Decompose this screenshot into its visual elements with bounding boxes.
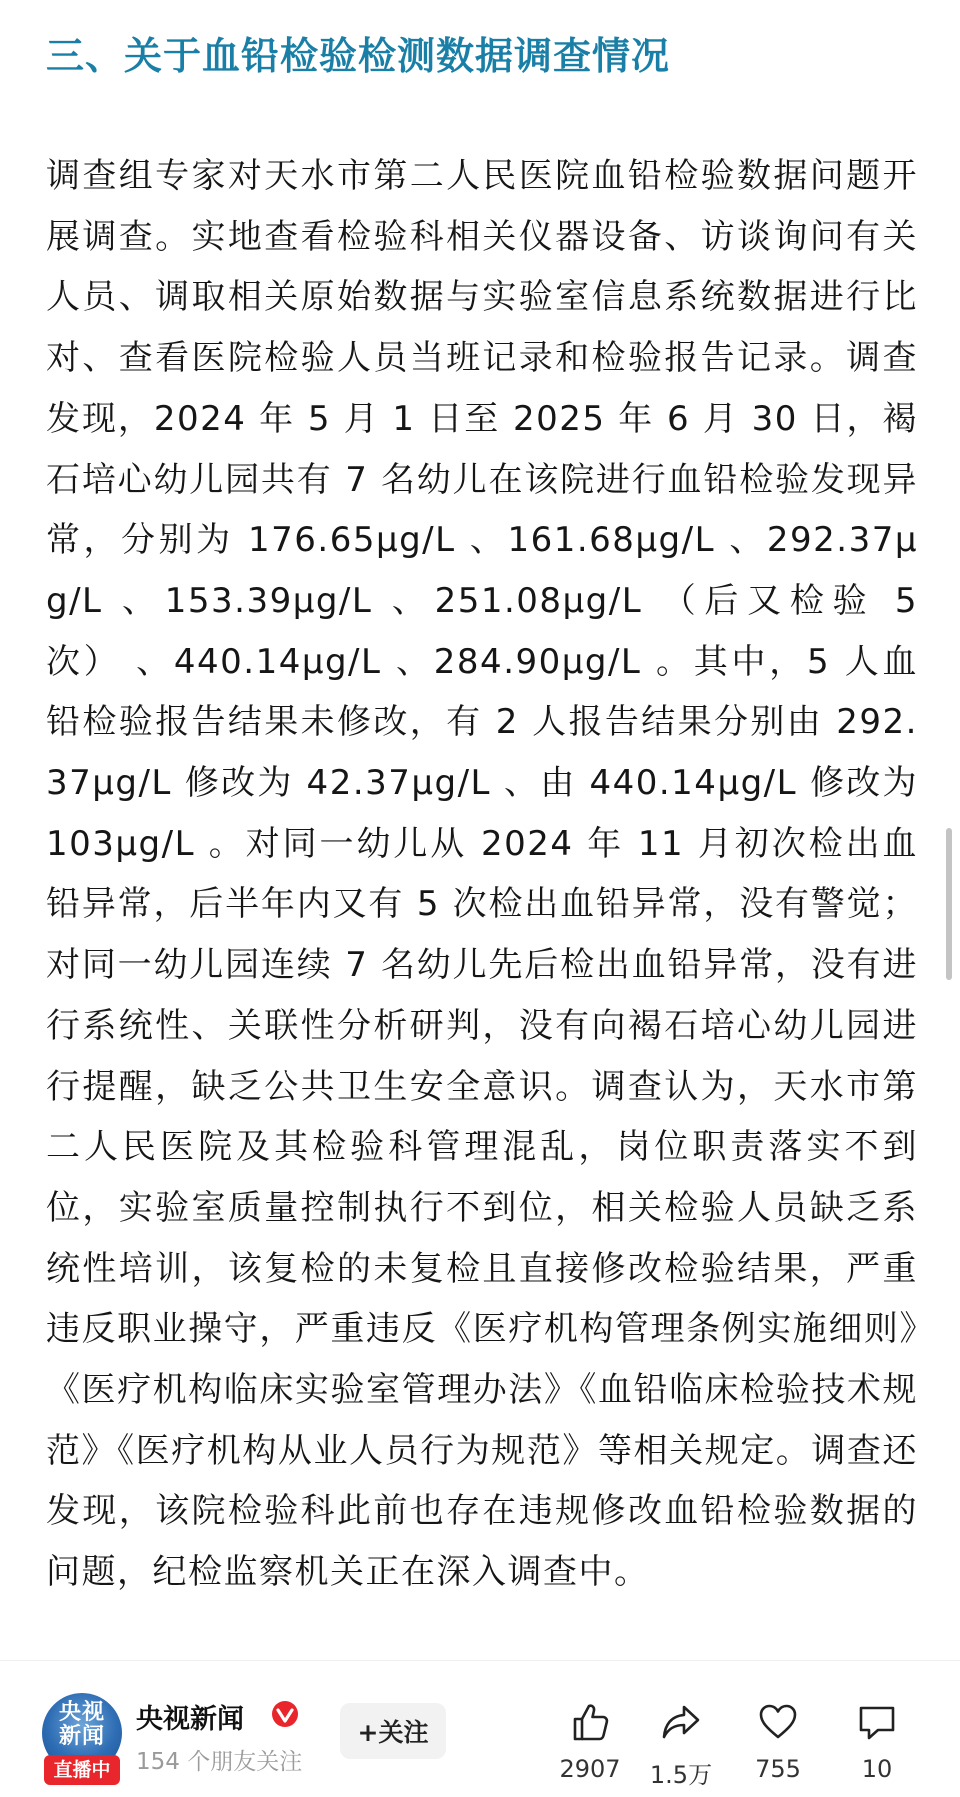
verified-badge-icon [270, 1699, 300, 1729]
followers-count: 154 个朋友关注 [136, 1749, 303, 1775]
scrollbar-thumb[interactable] [946, 828, 952, 980]
share-button[interactable] [631, 1701, 731, 1791]
thumbs-up-icon [569, 1701, 611, 1743]
share-icon [660, 1701, 702, 1743]
section-title: 三、关于血铅检验检测数据调查情况 [46, 34, 671, 78]
heart-icon [757, 1701, 799, 1743]
comment-count: 10 [861, 1755, 893, 1783]
like-button[interactable] [540, 1701, 640, 1791]
comment-button[interactable] [827, 1701, 927, 1791]
comment-icon [856, 1701, 898, 1743]
live-badge[interactable]: 直播中 [44, 1755, 120, 1785]
follow-button[interactable]: +关注 [340, 1703, 446, 1759]
avatar-logo-text: 央视 新闻 [58, 1700, 105, 1749]
account-name[interactable]: 央视新闻 [136, 1704, 244, 1735]
share-count: 1.5万 [649, 1761, 713, 1789]
bottom-bar [0, 1660, 960, 1797]
favorite-button[interactable] [728, 1701, 828, 1791]
like-count: 2907 [559, 1755, 621, 1783]
favorite-count: 755 [755, 1755, 801, 1783]
article-body: 调查组专家对天水市第二人民医院血铅检验数据问题开展调查。实地查看检验科相关仪器设备、访谈询问有关人员、调取相关原始数据与实验室信息系统数据进行比对、查看医院检验人员当班记录和检验报告记录。调查发现，2024 年 5 月 1 日至 2025 年 6 月 30 日，褐石培心幼儿园共有 7 名幼儿在该院进行血铅检验发现异常，分别为 176.65μg/L 、161.68μg/L 、292.37μg/L 、153.39μg/L 、251.08μg/L （后又检验 5 次） 、440.14μg/L 、284.90μg/L 。其中，5 人血铅检验报告结果未修改，有 2 人报告结果分别由 292.37μg/L 修改为 42.37μg/L 、由 440.14μg/L 修改为 103μg/L 。对同一幼儿从 2024 年 11 月初次检出血铅异常，后半年内又有 5 次检出血铅异常，没有警觉；对同一幼儿园连续 7 名幼儿先后检出血铅异常，没有进行系统性、关联性分析研判，没有向褐石培心幼儿园进行提醒，缺乏公共卫生安全意识。调查认为，天水市第二人民医院及其检验科管理混乱，岗位职责落实不到位，实验室质量控制执行不到位，相关检验人员缺乏系统性培训，该复检的未复检且直接修改检验结果，严重违反职业操守，严重违反《医疗机构管理条例实施细则》《医疗机构临床实验室管理办法》《血铅临床检验技术规范》《医疗机构从业人员行为规范》等相关规定。调查还发现，该院检验科此前也存在违规修改血铅检验数据的问题，纪检监察机关正在深入调查中。 [46, 156, 918, 1593]
